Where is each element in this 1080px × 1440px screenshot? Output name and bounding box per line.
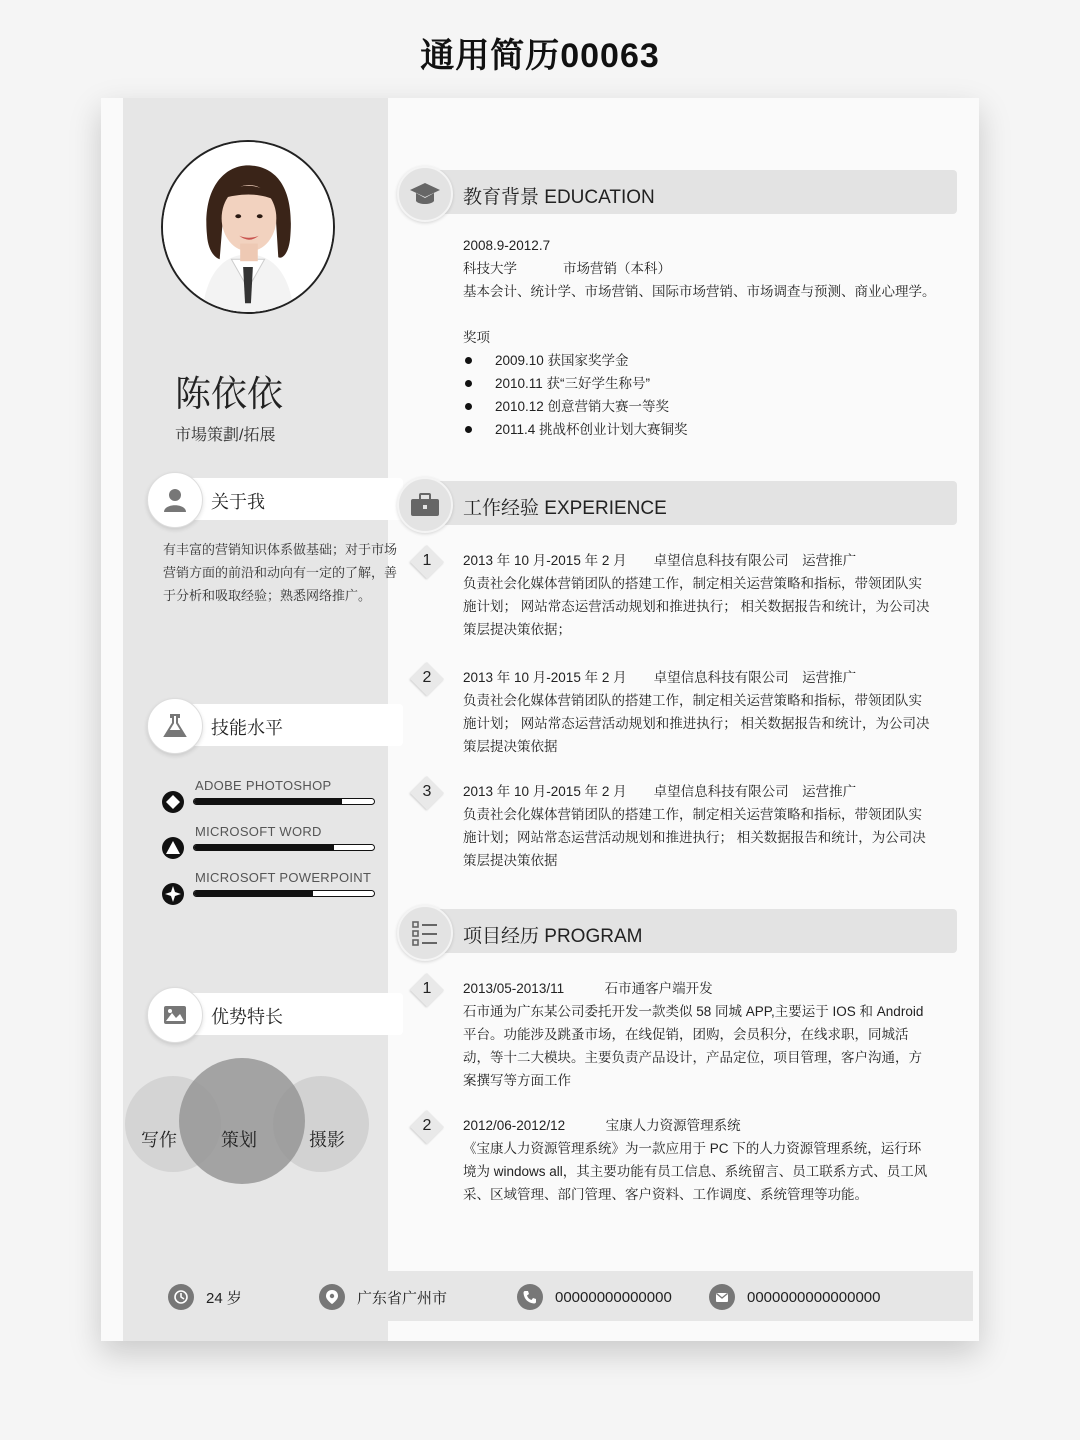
education-major: 市场营销（本科） bbox=[563, 261, 671, 276]
education-courses: 基本会计、统计学、市场营销、国际市场营销、市场调查与预测、商业心理学。 bbox=[463, 284, 936, 299]
experience-number: 2 bbox=[409, 661, 445, 697]
sidebar-bottom bbox=[123, 1326, 388, 1341]
about-text: 有丰富的营销知识体系做基础；对于市场营销方面的前沿和动向有一定的了解，善于分析和吸取经验；熟悉网络推广。 bbox=[163, 542, 398, 603]
education-school: 科技大学 bbox=[463, 261, 517, 276]
email-icon bbox=[709, 1284, 735, 1310]
resume-sheet bbox=[101, 98, 979, 1341]
image-icon bbox=[147, 987, 203, 1043]
briefcase-icon bbox=[397, 477, 453, 533]
about-title: 关于我 bbox=[211, 492, 265, 512]
award-item: 2010.11 获“三好学生称号” bbox=[463, 372, 688, 395]
skill-photoshop bbox=[161, 778, 381, 818]
strength-writing: 写作 bbox=[141, 1130, 177, 1150]
contact-footer bbox=[123, 1271, 973, 1321]
user-icon bbox=[147, 472, 203, 528]
strength-photography: 摄影 bbox=[309, 1130, 345, 1150]
experience-description: 负责社会化媒体营销团队的搭建工作，制定相关运营策略和指标，带领团队实施计划； 网站常态运营活动规划和推进执行； 相关数据报告和统计，为公司决策层提决策依据； bbox=[463, 576, 930, 637]
location-pin-icon bbox=[319, 1284, 345, 1310]
job-title: 市場策劃/拓展 bbox=[175, 427, 276, 444]
awards-list bbox=[463, 349, 688, 441]
sidebar bbox=[123, 98, 398, 1341]
skill-bar bbox=[193, 890, 375, 897]
skill-word bbox=[161, 824, 381, 864]
skill-name: MICROSOFT POWERPOINT bbox=[195, 870, 372, 885]
phone-info bbox=[517, 1285, 672, 1309]
experience-title: 工作经验 EXPERIENCE bbox=[463, 498, 667, 519]
projects-header bbox=[397, 905, 957, 957]
experience-header-line: 2013 年 10 月-2015 年 2 月 卓望信息科技有限公司 运营推广 bbox=[463, 553, 857, 568]
award-item: 2010.12 创意营销大赛一等奖 bbox=[463, 395, 688, 418]
experience-number: 1 bbox=[409, 544, 445, 580]
strengths-title: 优势特长 bbox=[211, 1007, 283, 1027]
strength-planning: 策划 bbox=[221, 1130, 257, 1150]
skill-powerpoint bbox=[161, 870, 381, 910]
skill-name: ADOBE PHOTOSHOP bbox=[195, 778, 332, 793]
word-icon bbox=[161, 836, 185, 860]
education-title: 教育背景 EDUCATION bbox=[463, 187, 655, 208]
document-title: 通用简历00063 bbox=[420, 37, 660, 75]
age-text: 24 岁 bbox=[206, 1289, 242, 1307]
about-header bbox=[147, 478, 403, 522]
skill-name: MICROSOFT WORD bbox=[195, 824, 322, 839]
skill-bar bbox=[193, 844, 375, 851]
strength-circle bbox=[179, 1058, 305, 1184]
strengths-header bbox=[147, 993, 403, 1037]
photoshop-icon bbox=[161, 790, 185, 814]
location-info bbox=[319, 1285, 447, 1309]
age-info bbox=[168, 1285, 242, 1309]
skills-header bbox=[147, 704, 403, 748]
graduation-cap-icon bbox=[397, 166, 453, 222]
experience-description: 负责社会化媒体营销团队的搭建工作，制定相关运营策略和指标，带领团队实施计划； 网站常态运营活动规划和推进执行； 相关数据报告和统计，为公司决策层提决策依据 bbox=[463, 693, 930, 754]
experience-header-line: 2013 年 10 月-2015 年 2 月 卓望信息科技有限公司 运营推广 bbox=[463, 670, 857, 685]
skills-title: 技能水平 bbox=[211, 718, 283, 738]
experience-header bbox=[397, 477, 957, 529]
skill-bar bbox=[193, 798, 375, 805]
email-text: 0000000000000000 bbox=[747, 1288, 881, 1306]
award-item: 2009.10 获国家奖学金 bbox=[463, 349, 688, 372]
projects-title: 项目经历 PROGRAM bbox=[463, 926, 643, 947]
education-period: 2008.9-2012.7 bbox=[463, 238, 551, 253]
location-text: 广东省广州市 bbox=[357, 1289, 448, 1307]
checklist-icon bbox=[397, 905, 453, 961]
award-item: 2011.4 挑战杯创业计划大赛铜奖 bbox=[463, 418, 688, 441]
experience-number: 3 bbox=[409, 775, 445, 811]
experience-description: 负责社会化媒体营销团队的搭建工作，制定相关运营策略和指标，带领团队实施计划；网站常态运营活动规划和推进执行； 相关数据报告和统计，为公司决策层提决策依据 bbox=[463, 807, 926, 868]
project-number: 1 bbox=[409, 972, 445, 1008]
clock-icon bbox=[168, 1284, 194, 1310]
project-number: 2 bbox=[409, 1109, 445, 1145]
person-name: 陈依依 bbox=[175, 373, 284, 414]
flask-icon bbox=[147, 698, 203, 754]
awards-title: 奖项 bbox=[463, 330, 490, 345]
avatar bbox=[161, 140, 335, 314]
email-info bbox=[709, 1285, 880, 1309]
project-header-line: 2013/05-2013/11 石市通客户端开发 bbox=[463, 981, 713, 996]
education-header bbox=[397, 166, 957, 218]
project-description: 石市通为广东某公司委托开发一款类似 58 同城 APP,主要运于 IOS 和 Android 平台。功能涉及跳蚤市场，在线促销，团购，会员积分，在线求职，同城活动，等十二大模块。主要负责产品设计，产品定位，项目管理，客户沟通，方案撰写等方面工作 bbox=[463, 1004, 924, 1088]
profile-photo bbox=[163, 142, 333, 312]
powerpoint-icon bbox=[161, 882, 185, 906]
project-header-line: 2012/06-2012/12 宝康人力资源管理系统 bbox=[463, 1118, 741, 1133]
phone-text: 00000000000000 bbox=[555, 1288, 672, 1306]
project-description: 《宝康人力资源管理系统》为一款应用于 PC 下的人力资源管理系统，运行环境为 windows all，其主要功能有员工信息、系统留言、员工联系方式、员工风采、区域管理、部门管理、客户资料、工作调度、系统管理等功能。 bbox=[463, 1141, 928, 1202]
strengths-venn bbox=[123, 1068, 388, 1208]
phone-icon bbox=[517, 1284, 543, 1310]
experience-header-line: 2013 年 10 月-2015 年 2 月 卓望信息科技有限公司 运营推广 bbox=[463, 784, 857, 799]
